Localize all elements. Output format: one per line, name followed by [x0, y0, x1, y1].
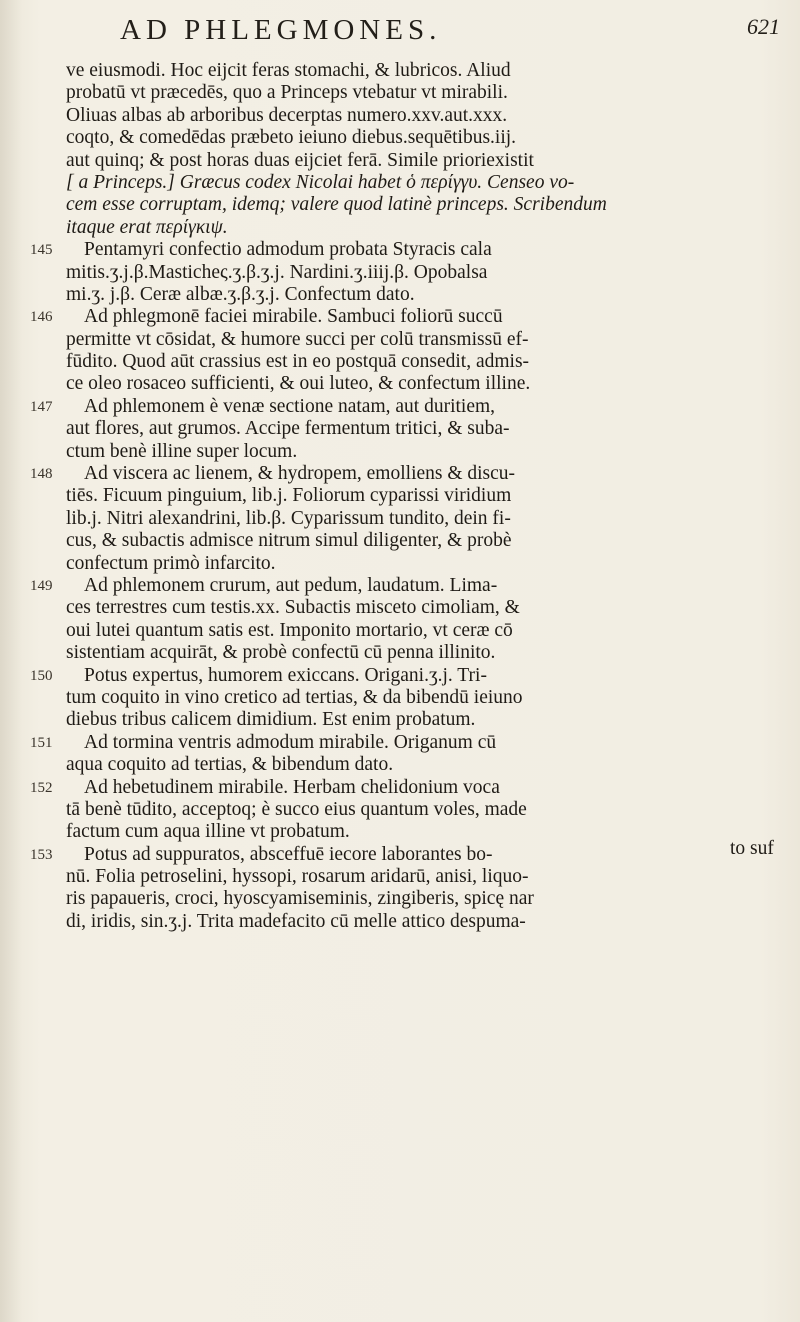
line-text: aut quinq; & post horas duas eijciet ferā. Simile prioriexistit [66, 149, 534, 171]
recipe-number: 151 [30, 734, 53, 751]
line-text: ris papaueris, croci, hyoscyamiseminis, zingiberis, spicę nar [66, 888, 534, 910]
text-line [30, 866, 780, 888]
text-line [30, 194, 780, 216]
line-text: lib.j. Nitri alexandrini, lib.β. Cyparissum tundito, dein fi- [66, 507, 511, 529]
text-line [30, 172, 780, 194]
text-line [30, 351, 780, 373]
line-text: cem esse corruptam, idemq; valere quod latinè princeps. Scribendum [66, 194, 607, 216]
line-text: mitis.ʒ.j.β.Masticheς.ʒ.β.ʒ.j. Nardini.ʒ.iiij.β. Opobalsa [66, 261, 488, 283]
text-line [30, 530, 780, 552]
text-line [30, 284, 780, 306]
line-text: Potus expertus, humorem exiccans. Origani.ʒ.j. Tri- [84, 664, 487, 686]
line-text: Ad phlegmonē faciei mirabile. Sambuci foliorū succū [84, 306, 503, 328]
text-line [30, 217, 780, 239]
line-text: itaque erat περίγκιψ. [66, 216, 228, 238]
line-text: Potus ad suppuratos, absceffuē iecore laborantes bo- [84, 843, 493, 865]
line-text: nū. Folia petroselini, hyssopi, rosarum aridarū, anisi, liquo- [66, 866, 529, 888]
recipe-start-line [30, 844, 780, 866]
recipe-number: 146 [30, 309, 53, 326]
line-text: mi.ʒ. j.β. Ceræ albæ.ʒ.β.ʒ.j. Confectum dato. [66, 283, 415, 305]
line-text: aqua coquito ad tertias, & bibendum dato. [66, 754, 394, 776]
recipe-start-line [30, 777, 780, 799]
text-line [30, 127, 780, 149]
line-text: ve eiusmodi. Hoc eijcit feras stomachi, & lubricos. Aliud [66, 60, 511, 81]
recipe-number: 153 [30, 846, 53, 863]
line-text: Ad phlemonem è venæ sectione natam, aut duritiem, [84, 395, 496, 417]
line-text: Oliuas albas ab arboribus decerptas numero.xxv.aut.xxx. [66, 104, 508, 126]
recipe-number: 148 [30, 466, 53, 483]
text-line [30, 329, 780, 351]
line-text: ctum benè illine super locum. [66, 440, 298, 462]
recipe-start-line [30, 306, 780, 328]
text-line [30, 687, 780, 709]
text-line [30, 754, 780, 776]
line-text: coqto, & comedēdas præbeto ieiuno diebus.sequētibus.iij. [66, 127, 517, 149]
line-text: ce oleo rosaceo sufficienti, & oui luteo, & confectum illine. [66, 373, 531, 395]
text-line [30, 597, 780, 619]
text-line [30, 620, 780, 642]
line-text: oui lutei quantum satis est. Imponito mortario, vt ceræ cō [66, 619, 513, 641]
body-text [30, 60, 780, 933]
recipe-start-line [30, 463, 780, 485]
text-line [30, 709, 780, 731]
page-number: 621 [747, 14, 780, 39]
text-line [30, 911, 780, 933]
text-line [30, 553, 780, 575]
recipe-start-line [30, 575, 780, 597]
line-text: confectum primò infarcito. [66, 552, 276, 574]
text-line [30, 799, 780, 821]
line-text: factum cum aqua illine vt probatum. [66, 821, 350, 843]
line-text: probatū vt præcedēs, quo a Princeps vtebatur vt mirabili. [66, 82, 508, 104]
text-line [30, 418, 780, 440]
text-line [30, 821, 780, 843]
line-text: Ad tormina ventris admodum mirabile. Origanum cū [84, 731, 497, 753]
line-text: [ a Princeps.] Græcus codex Nicolai habet ὁ περίγγυ. Censeo vo- [66, 171, 575, 193]
line-text: Ad hebetudinem mirabile. Herbam chelidonium voca [84, 776, 500, 798]
text-line [30, 60, 780, 82]
line-text: tiēs. Ficuum pinguium, lib.j. Foliorum cyparissi viridium [66, 485, 512, 507]
recipe-number: 149 [30, 577, 53, 594]
recipe-start-line [30, 665, 780, 687]
line-text: cus, & subactis admisce nitrum simul diligenter, & probè [66, 530, 512, 552]
recipe-start-line [30, 732, 780, 754]
recipe-number: 150 [30, 667, 53, 684]
text-line [30, 485, 780, 507]
line-text: permitte vt cōsidat, & humore succi per colū transmissū ef- [66, 328, 529, 350]
text-line [30, 373, 780, 395]
line-text: Ad viscera ac lienem, & hydropem, emolliens & discu- [84, 463, 516, 485]
text-line [30, 105, 780, 127]
line-text: fūdito. Quod aūt crassius est in eo postquā consedit, admis- [66, 351, 530, 373]
line-text: di, iridis, sin.ʒ.j. Trita madefacito cū melle attico despuma- [66, 910, 526, 932]
page-header [110, 14, 780, 48]
text-line [30, 82, 780, 104]
text-line [30, 642, 780, 664]
catchword: to suf [730, 838, 774, 859]
text-line [30, 508, 780, 530]
line-text: diebus tribus calicem dimidium. Est enim probatum. [66, 709, 476, 731]
recipe-number: 147 [30, 398, 53, 415]
text-line [30, 262, 780, 284]
gutter-shadow [0, 0, 22, 1322]
line-text: sistentiam acquirāt, & probè confectū cū penna illinito. [66, 642, 496, 664]
line-text: Ad phlemonem crurum, aut pedum, laudatum. Lima- [84, 574, 498, 596]
line-text: tā benè tūdito, acceptoq; è succo eius quantum voles, made [66, 798, 527, 820]
line-text: tum coquito in vino cretico ad tertias, & da bibendū ieiuno [66, 686, 523, 708]
recipe-number: 152 [30, 779, 53, 796]
line-text: ces terrestres cum testis.xx. Subactis misceto cimoliam, & [66, 597, 520, 619]
text-line [30, 150, 780, 172]
recipe-start-line [30, 239, 780, 261]
recipe-number: 145 [30, 242, 53, 259]
text-line [30, 888, 780, 910]
recipe-start-line [30, 396, 780, 418]
line-text: Pentamyri confectio admodum probata Styracis cala [84, 239, 492, 261]
line-text: aut flores, aut grumos. Accipe fermentum tritici, & suba- [66, 418, 510, 440]
text-line [30, 441, 780, 463]
running-head: AD PHLEGMONES. [120, 14, 442, 46]
